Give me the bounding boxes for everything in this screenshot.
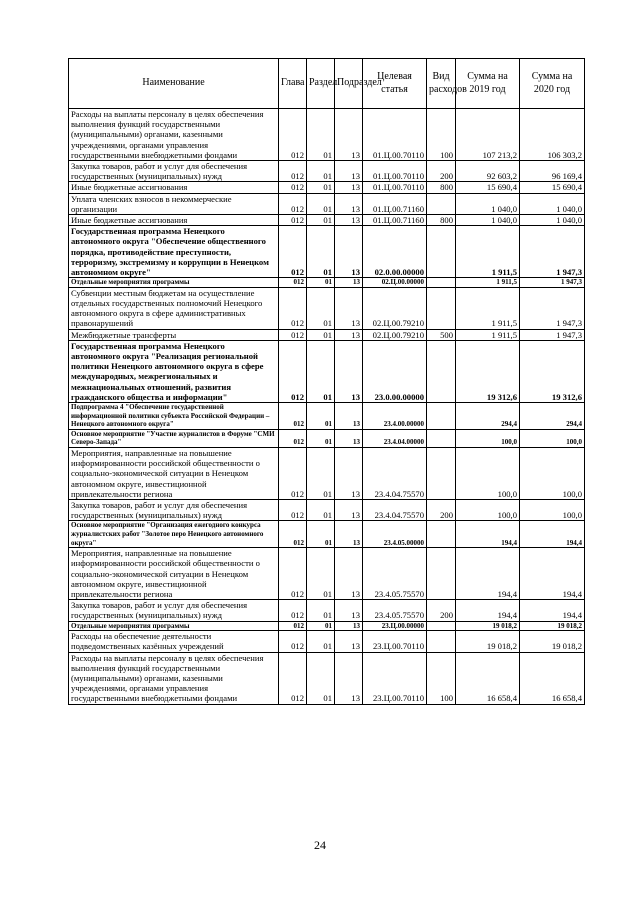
cell-glava: 012	[279, 329, 307, 340]
header-sum2020: Сумма на 2020 год	[520, 59, 585, 109]
table-row	[69, 429, 585, 447]
header-vid: Вид расходов	[427, 59, 456, 109]
cell-razdel: 01	[307, 429, 335, 447]
cell-glava: 012	[279, 278, 307, 288]
cell-razdel: 01	[307, 215, 335, 226]
header-sum2019: Сумма на 2019 год	[456, 59, 520, 109]
cell-target: 01.Ц.00.70110	[363, 182, 427, 193]
cell-podrazdel: 13	[335, 329, 363, 340]
cell-target: 23.4.00.00000	[363, 403, 427, 430]
cell-razdel: 01	[307, 652, 335, 704]
cell-name: Иные бюджетные ассигнования	[69, 215, 279, 226]
cell-sum2020: 294,4	[520, 403, 585, 430]
cell-sum2020: 19 018,2	[520, 621, 585, 631]
table-row	[69, 193, 585, 214]
table-row	[69, 226, 585, 278]
cell-sum2020: 1 040,0	[520, 215, 585, 226]
cell-target: 01.Ц.00.71160	[363, 193, 427, 214]
cell-glava: 012	[279, 403, 307, 430]
cell-vid	[427, 621, 456, 631]
cell-target: 23.4.04.75570	[363, 448, 427, 500]
cell-sum2019: 1 911,5	[456, 226, 520, 278]
cell-vid	[427, 429, 456, 447]
cell-name: Подпрограмма 4 "Обеспечение государственной информационной политики субъекта Российской Федерации – Ненецкого автономного округа"	[69, 403, 279, 430]
cell-sum2019: 1 040,0	[456, 193, 520, 214]
cell-sum2020: 100,0	[520, 500, 585, 521]
cell-name: Закупка товаров, работ и услуг для обеспечения государственных (муниципальных) нужд	[69, 600, 279, 621]
budget-sheet	[68, 58, 584, 705]
table-row	[69, 182, 585, 193]
cell-name: Закупка товаров, работ и услуг для обеспечения государственных (муниципальных) нужд	[69, 161, 279, 182]
cell-sum2019: 16 658,4	[456, 652, 520, 704]
cell-sum2019: 100,0	[456, 500, 520, 521]
cell-name: Расходы на обеспечение деятельности подведомственных казённых учреждений	[69, 631, 279, 652]
cell-vid: 200	[427, 161, 456, 182]
cell-vid: 100	[427, 109, 456, 161]
cell-vid	[427, 226, 456, 278]
cell-name: Мероприятия, направленные на повышение информированности российской общественности о социально-экономической ситуации в Ненецком автономном округе, инвестиционной привлекательности региона	[69, 448, 279, 500]
cell-razdel: 01	[307, 340, 335, 402]
cell-target: 23.Ц.00.70110	[363, 631, 427, 652]
cell-razdel: 01	[307, 329, 335, 340]
cell-glava: 012	[279, 521, 307, 548]
cell-sum2020: 1 040,0	[520, 193, 585, 214]
cell-glava: 012	[279, 652, 307, 704]
table-row	[69, 621, 585, 631]
cell-sum2020: 15 690,4	[520, 182, 585, 193]
cell-sum2019: 19 312,6	[456, 340, 520, 402]
cell-sum2020: 194,4	[520, 600, 585, 621]
cell-podrazdel: 13	[335, 548, 363, 600]
table-row	[69, 500, 585, 521]
cell-glava: 012	[279, 340, 307, 402]
cell-glava: 012	[279, 548, 307, 600]
cell-name: Расходы на выплаты персоналу в целях обеспечения выполнения функций государственными (муниципальными) органами, казенными учреждениями, органами управления государственными внебюджетными фондами	[69, 652, 279, 704]
cell-razdel: 01	[307, 548, 335, 600]
cell-razdel: 01	[307, 403, 335, 430]
cell-podrazdel: 13	[335, 278, 363, 288]
cell-sum2020: 19 312,6	[520, 340, 585, 402]
cell-glava: 012	[279, 109, 307, 161]
cell-glava: 012	[279, 215, 307, 226]
header-name: Наименование	[69, 59, 279, 109]
cell-glava: 012	[279, 161, 307, 182]
cell-sum2019: 194,4	[456, 600, 520, 621]
cell-podrazdel: 13	[335, 109, 363, 161]
cell-razdel: 01	[307, 161, 335, 182]
cell-glava: 012	[279, 226, 307, 278]
cell-sum2020: 16 658,4	[520, 652, 585, 704]
cell-name: Основное мероприятие "Организация ежегодного конкурса журналистских работ "Золотое перо Ненецкого автономного округа"	[69, 521, 279, 548]
table-row	[69, 340, 585, 402]
cell-podrazdel: 13	[335, 652, 363, 704]
cell-podrazdel: 13	[335, 621, 363, 631]
header-glava: Глава	[279, 59, 307, 109]
cell-podrazdel: 13	[335, 226, 363, 278]
cell-target: 23.4.05.00000	[363, 521, 427, 548]
cell-target: 23.4.04.75570	[363, 500, 427, 521]
cell-name: Иные бюджетные ассигнования	[69, 182, 279, 193]
cell-sum2020: 106 303,2	[520, 109, 585, 161]
cell-podrazdel: 13	[335, 429, 363, 447]
table-row	[69, 448, 585, 500]
cell-sum2019: 100,0	[456, 448, 520, 500]
table-row	[69, 631, 585, 652]
cell-name: Расходы на выплаты персоналу в целях обеспечения выполнения функций государственными (муниципальными) органами, казенными учреждениями, органами управления государственными внебюджетными фондами	[69, 109, 279, 161]
header-podrazdel: Подраздел	[335, 59, 363, 109]
cell-glava: 012	[279, 500, 307, 521]
cell-name: Субвенции местным бюджетам на осуществление отдельных государственных полномочий Ненецкого автономного округа в сфере административных правонарушений	[69, 287, 279, 329]
cell-podrazdel: 13	[335, 521, 363, 548]
cell-name: Основное мероприятие "Участие журналистов в Форуме "СМИ Северо-Запада"	[69, 429, 279, 447]
cell-name: Межбюджетные трансферты	[69, 329, 279, 340]
cell-target: 23.4.04.00000	[363, 429, 427, 447]
cell-podrazdel: 13	[335, 600, 363, 621]
header-razdel: Раздел	[307, 59, 335, 109]
table-row	[69, 161, 585, 182]
cell-name: Государственная программа Ненецкого автономного округа "Реализация региональной политики Ненецкого автономного округа в сфере международных, межрегиональных и межнациональных отношений, развития гражданского общества и информации"	[69, 340, 279, 402]
cell-name: Закупка товаров, работ и услуг для обеспечения государственных (муниципальных) нужд	[69, 500, 279, 521]
cell-podrazdel: 13	[335, 287, 363, 329]
cell-sum2019: 194,4	[456, 521, 520, 548]
cell-razdel: 01	[307, 287, 335, 329]
cell-podrazdel: 13	[335, 215, 363, 226]
cell-vid: 100	[427, 652, 456, 704]
cell-vid: 800	[427, 182, 456, 193]
cell-sum2019: 1 911,5	[456, 278, 520, 288]
cell-podrazdel: 13	[335, 403, 363, 430]
cell-target: 02.Ц.00.00000	[363, 278, 427, 288]
cell-target: 23.0.00.00000	[363, 340, 427, 402]
cell-glava: 012	[279, 600, 307, 621]
cell-target: 23.4.05.75570	[363, 548, 427, 600]
cell-razdel: 01	[307, 621, 335, 631]
cell-vid: 200	[427, 600, 456, 621]
cell-sum2020: 100,0	[520, 448, 585, 500]
cell-glava: 012	[279, 631, 307, 652]
cell-target: 02.Ц.00.79210	[363, 287, 427, 329]
cell-name: Отдельные мероприятия программы	[69, 621, 279, 631]
cell-podrazdel: 13	[335, 161, 363, 182]
table-row	[69, 600, 585, 621]
cell-name: Государственная программа Ненецкого автономного округа "Обеспечение общественного порядка, противодействие преступности, терроризму, экстремизму и коррупции в Ненецком автономном округе"	[69, 226, 279, 278]
table-row	[69, 109, 585, 161]
cell-podrazdel: 13	[335, 182, 363, 193]
cell-vid	[427, 631, 456, 652]
cell-sum2019: 100,0	[456, 429, 520, 447]
cell-name: Мероприятия, направленные на повышение информированности российской общественности о социально-экономической ситуации в Ненецком автономном округе, инвестиционной привлекательности региона	[69, 548, 279, 600]
cell-sum2019: 294,4	[456, 403, 520, 430]
page-number: 24	[314, 838, 326, 852]
cell-target: 02.0.00.00000	[363, 226, 427, 278]
cell-vid	[427, 193, 456, 214]
cell-sum2020: 1 947,3	[520, 278, 585, 288]
cell-sum2020: 194,4	[520, 521, 585, 548]
cell-sum2020: 96 169,4	[520, 161, 585, 182]
cell-glava: 012	[279, 182, 307, 193]
cell-sum2019: 19 018,2	[456, 621, 520, 631]
cell-sum2020: 194,4	[520, 548, 585, 600]
header-target: Целевая статья	[363, 59, 427, 109]
cell-vid	[427, 548, 456, 600]
cell-razdel: 01	[307, 500, 335, 521]
cell-razdel: 01	[307, 631, 335, 652]
table-header-row	[69, 59, 585, 109]
cell-target: 23.4.05.75570	[363, 600, 427, 621]
cell-sum2019: 1 911,5	[456, 329, 520, 340]
cell-sum2019: 107 213,2	[456, 109, 520, 161]
table-row	[69, 287, 585, 329]
cell-sum2020: 1 947,3	[520, 287, 585, 329]
cell-target: 23.Ц.00.70110	[363, 652, 427, 704]
cell-target: 01.Ц.00.71160	[363, 215, 427, 226]
cell-vid	[427, 278, 456, 288]
cell-sum2020: 100,0	[520, 429, 585, 447]
cell-razdel: 01	[307, 278, 335, 288]
cell-vid	[427, 287, 456, 329]
cell-glava: 012	[279, 621, 307, 631]
cell-razdel: 01	[307, 600, 335, 621]
table-row	[69, 521, 585, 548]
cell-vid	[427, 448, 456, 500]
cell-vid	[427, 521, 456, 548]
cell-sum2019: 15 690,4	[456, 182, 520, 193]
cell-target: 23.Ц.00.00000	[363, 621, 427, 631]
cell-name: Уплата членских взносов в некоммерческие организации	[69, 193, 279, 214]
cell-razdel: 01	[307, 193, 335, 214]
cell-vid	[427, 340, 456, 402]
cell-vid: 800	[427, 215, 456, 226]
table-row	[69, 329, 585, 340]
cell-vid: 500	[427, 329, 456, 340]
cell-razdel: 01	[307, 448, 335, 500]
cell-sum2019: 194,4	[456, 548, 520, 600]
cell-podrazdel: 13	[335, 448, 363, 500]
cell-sum2019: 92 603,2	[456, 161, 520, 182]
cell-razdel: 01	[307, 182, 335, 193]
cell-glava: 012	[279, 429, 307, 447]
cell-sum2019: 1 911,5	[456, 287, 520, 329]
cell-target: 01.Ц.00.70110	[363, 161, 427, 182]
cell-glava: 012	[279, 448, 307, 500]
cell-podrazdel: 13	[335, 340, 363, 402]
cell-podrazdel: 13	[335, 500, 363, 521]
budget-table	[68, 58, 585, 705]
cell-sum2020: 1 947,3	[520, 226, 585, 278]
cell-name: Отдельные мероприятия программы	[69, 278, 279, 288]
cell-razdel: 01	[307, 226, 335, 278]
cell-razdel: 01	[307, 109, 335, 161]
table-row	[69, 215, 585, 226]
cell-sum2019: 19 018,2	[456, 631, 520, 652]
cell-glava: 012	[279, 287, 307, 329]
cell-target: 01.Ц.00.70110	[363, 109, 427, 161]
cell-sum2020: 19 018,2	[520, 631, 585, 652]
table-row	[69, 652, 585, 704]
cell-podrazdel: 13	[335, 631, 363, 652]
cell-target: 02.Ц.00.79210	[363, 329, 427, 340]
table-body	[69, 109, 585, 705]
cell-vid: 200	[427, 500, 456, 521]
cell-vid	[427, 403, 456, 430]
cell-glava: 012	[279, 193, 307, 214]
cell-sum2020: 1 947,3	[520, 329, 585, 340]
cell-podrazdel: 13	[335, 193, 363, 214]
cell-razdel: 01	[307, 521, 335, 548]
table-row	[69, 548, 585, 600]
table-row	[69, 403, 585, 430]
cell-sum2019: 1 040,0	[456, 215, 520, 226]
table-row	[69, 278, 585, 288]
